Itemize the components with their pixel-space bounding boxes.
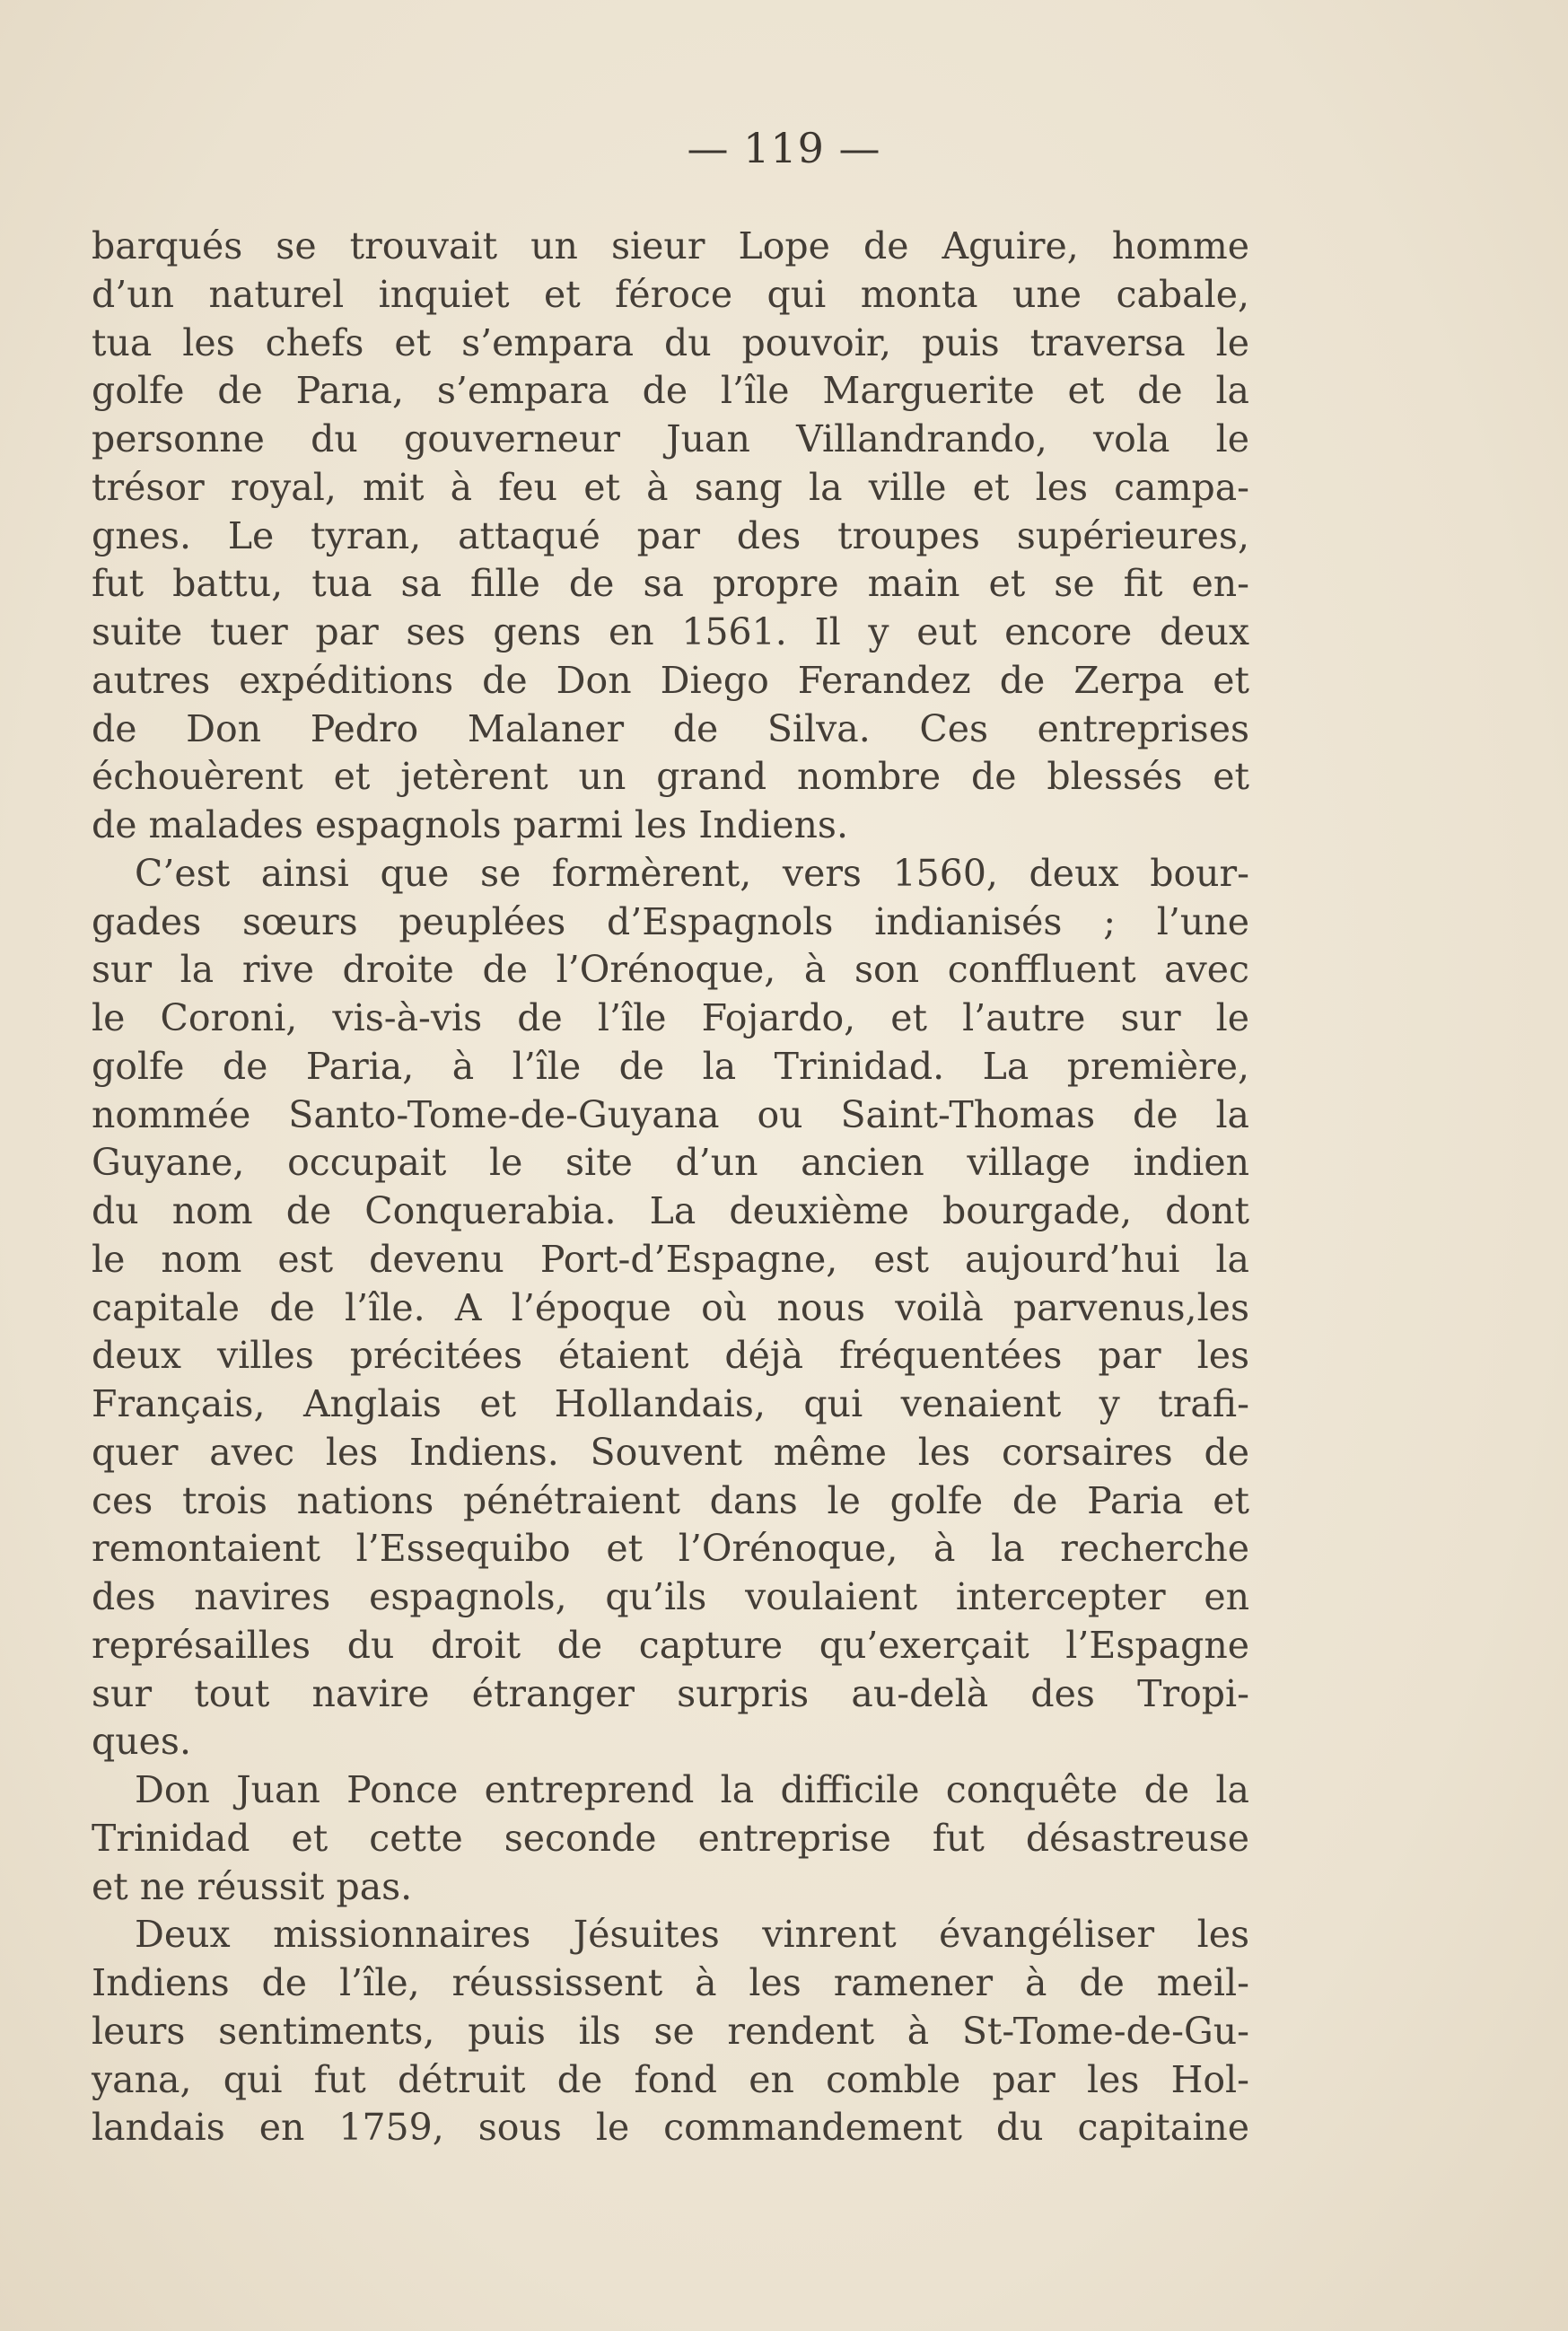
body-text xyxy=(92,223,1249,2152)
text-line: Indiens de l’île, réussissent à les ramener à de meil- xyxy=(92,1961,1249,2004)
text-line: deux villes précitées étaient déjà fréquentées par les xyxy=(92,1334,1249,1378)
text-line: yana, qui fut détruit de fond en comble par les Hol- xyxy=(92,2057,1249,2101)
text-line: Guyane, occupait le site d’un ancien village indien xyxy=(92,1141,1249,1185)
text-line: suite tuer par ses gens en 1561. Il y eut encore deux xyxy=(92,610,1249,653)
text-line: Deux missionnaires Jésuites vinrent évangéliser les xyxy=(135,1913,1249,1957)
text-line: capitale de l’île. A l’époque où nous voilà parvenus,les xyxy=(92,1285,1249,1329)
text-line: du nom de Conquerabia. La deuxième bourgade, dont xyxy=(92,1189,1249,1232)
text-line: nommée Santo-Tome-de-Guyana ou Saint-Thomas de la xyxy=(92,1092,1249,1136)
text-line: autres expéditions de Don Diego Ferandez de Zerpa et xyxy=(92,658,1249,702)
text-line: trésor royal, mit à feu et à sang la ville et les campa- xyxy=(92,465,1249,509)
page-number: — 119 — xyxy=(687,124,881,172)
text-line: le nom est devenu Port-d’Espagne, est aujourd’hui la xyxy=(92,1237,1249,1281)
text-line: gnes. Le tyran, attaqué par des troupes supérieures, xyxy=(92,513,1249,557)
text-line: de Don Pedro Malaner de Silva. Ces entreprises xyxy=(92,706,1249,750)
text-line: landais en 1759, sous le commandement du capitaine xyxy=(92,2106,1249,2150)
text-line: des navires espagnols, qu’ils voulaient intercepter en xyxy=(92,1575,1249,1618)
text-line: personne du gouverneur Juan Villandrando, vola le xyxy=(92,417,1249,460)
text-line: barqués se trouvait un sieur Lope de Aguire, homme xyxy=(92,224,1249,267)
text-line: et ne réussit pas. xyxy=(92,1864,413,1908)
text-line: Don Juan Ponce entreprend la difficile conquête de la xyxy=(135,1768,1249,1811)
text-line: remontaient l’Essequibo et l’Orénoque, à la recherche xyxy=(92,1527,1249,1571)
text-line: gades sœurs peuplées d’Espagnols indianisés ; l’une xyxy=(92,899,1249,943)
text-line: Trinidad et cette seconde entreprise fut désastreuse xyxy=(92,1816,1249,1860)
text-line: ces trois nations pénétraient dans le golfe de Paria et xyxy=(92,1478,1249,1522)
text-line: golfe de Paria, à l’île de la Trinidad. La première, xyxy=(92,1044,1249,1088)
text-line: échouèrent et jetèrent un grand nombre de blessés et xyxy=(92,755,1249,799)
text-line: golfe de Parıa, s’empara de l’île Marguerite et de la xyxy=(92,369,1249,413)
text-line: d’un naturel inquiet et féroce qui monta une cabale, xyxy=(92,272,1249,316)
text-line: Français, Anglais et Hollandais, qui venaient y trafi- xyxy=(92,1382,1249,1425)
text-line: quer avec les Indiens. Souvent même les corsaires de xyxy=(92,1430,1249,1474)
text-line: leurs sentiments, puis ils se rendent à St-Tome-de-Gu- xyxy=(92,2009,1249,2053)
text-line: le Coroni, vis-à-vis de l’île Fojardo, et l’autre sur le xyxy=(92,996,1249,1039)
text-line: représailles du droit de capture qu’exerçait l’Espagne xyxy=(92,1623,1249,1667)
text-line: tua les chefs et s’empara du pouvoir, puis traversa le xyxy=(92,320,1249,364)
text-line: fut battu, tua sa fille de sa propre main et se fit en- xyxy=(92,562,1249,606)
text-line: sur la rive droite de l’Orénoque, à son conffluent avec xyxy=(92,948,1249,992)
text-line: ques. xyxy=(92,1720,191,1764)
text-line: sur tout navire étranger surpris au-delà des Tropi- xyxy=(92,1671,1249,1715)
text-line: C’est ainsi que se formèrent, vers 1560, deux bour- xyxy=(135,851,1249,895)
text-line: de malades espagnols parmi les Indiens. xyxy=(92,803,848,846)
